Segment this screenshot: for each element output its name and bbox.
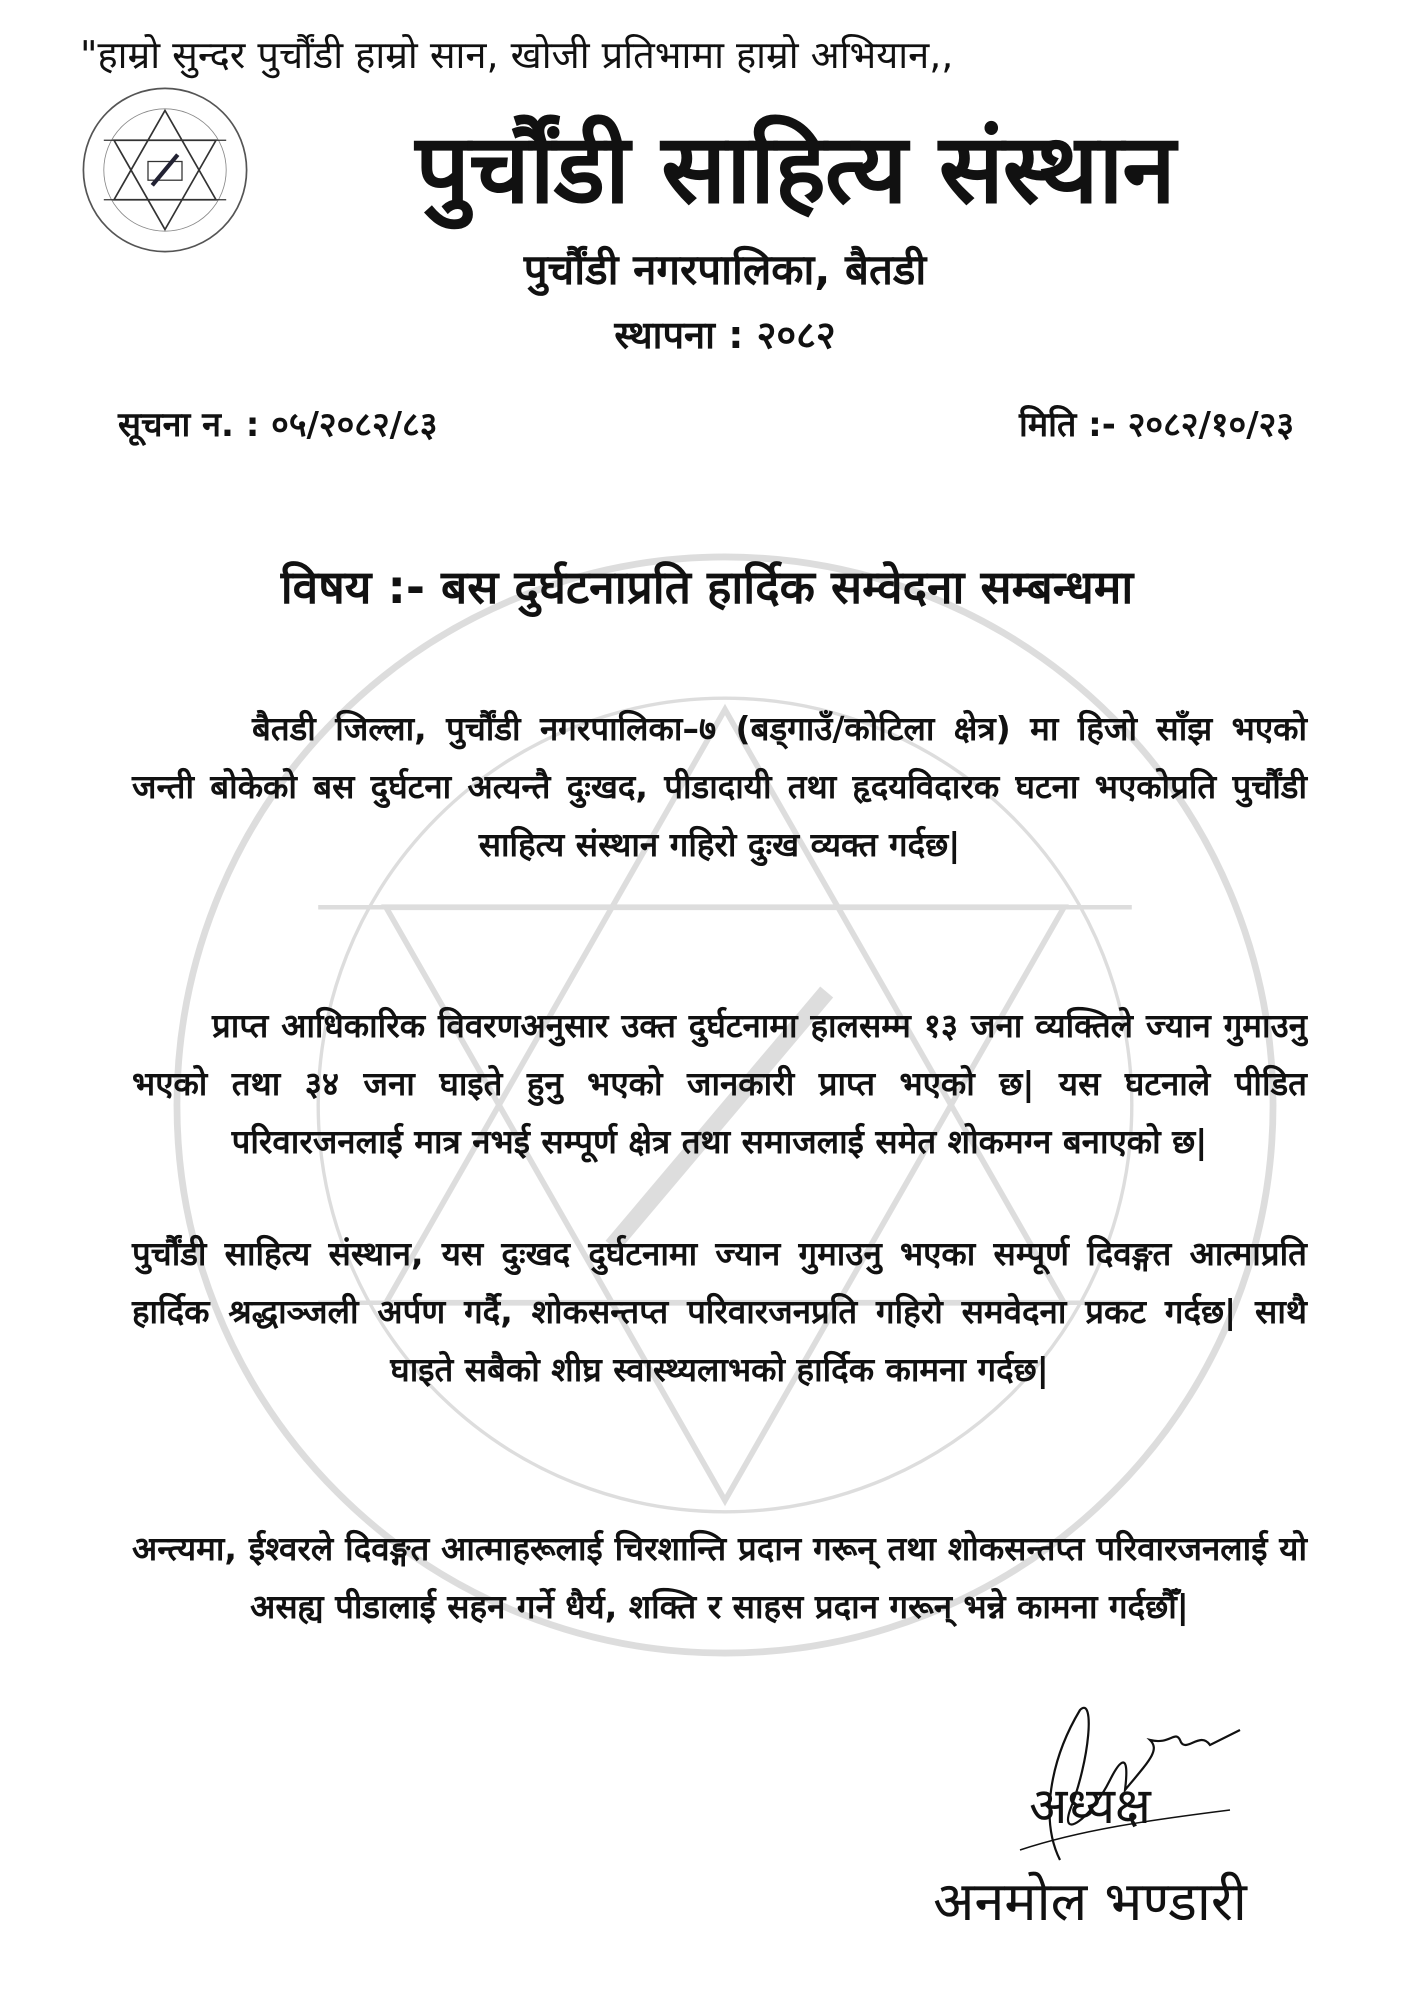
paragraph-1: बैतडी जिल्ला, पुर्चौंडी नगरपालिका–७ (बड्गाउँ/कोटिला क्षेत्र) मा हिजो साँझ भएको जन्ती बोकेको बस दुर्घटना अत्यन्तै दुःखद, पीडादायी तथा हृदयविदारक घटना भएकोप्रति पुर्चौंडी साहित्य संस्थान गहिरो दुःख व्यक्त गर्दछ|: [132, 709, 1307, 864]
subject-line: विषय :- बस दुर्घटनाप्रति हार्दिक सम्वेदना सम्बन्धमा: [280, 560, 1134, 614]
organization-name: पुर्चौंडी साहित्य संस्थान: [415, 113, 1175, 225]
signatory-name: अनमोल भण्डारी: [933, 1870, 1247, 1933]
established-year: स्थापना : २०८२: [614, 313, 836, 357]
paragraph-2: प्राप्त आधिकारिक विवरणअनुसार उक्त दुर्घटनामा हालसम्म १३ जना व्यक्तिले ज्यान गुमाउनु भएको तथा ३४ जना घाइते हुनु भएको जानकारी प्राप्त भएको छ| यस घटनाले पीडित परिवारजनलाई मात्र नभई सम्पूर्ण क्षेत्र तथा समाजलाई समेत शोकमग्न बनाएको छ|: [132, 1006, 1307, 1161]
notice-number: सूचना न. : ०५/२०८२/८३: [118, 405, 438, 445]
paragraph-3: पुर्चौंडी साहित्य संस्थान, यस दुःखद दुर्घटनामा ज्यान गुमाउनु भएका सम्पूर्ण दिवङ्गत आत्माप्रति हार्दिक श्रद्धाञ्जली अर्पण गर्दै, शोकसन्तप्त परिवारजनप्रति गहिरो समवेदना प्रकट गर्दछ| साथै घाइते सबैको शीघ्र स्वास्थ्यलाभको हार्दिक कामना गर्दछ|: [132, 1234, 1307, 1389]
organization-logo: [80, 85, 250, 255]
signatory-role: अध्यक्ष: [1029, 1777, 1151, 1835]
notice-date: मिति :- २०८२/१०/२३: [1019, 405, 1294, 445]
motto: "हाम्रो सुन्दर पुर्चौंडी हाम्रो सान, खोजी प्रतिभामा हाम्रो अभियान,,: [80, 33, 954, 77]
paragraph-4: अन्त्यमा, ईश्वरले दिवङ्गत आत्माहरूलाई चिरशान्ति प्रदान गरून् तथा शोकसन्तप्त परिवारजनलाई यो असह्य पीडालाई सहन गर्ने धैर्य, शक्ति र साहस प्रदान गरून् भन्ने कामना गर्दछौँ|: [132, 1529, 1307, 1626]
organization-location: पुर्चौंडी नगरपालिका, बैतडी: [523, 245, 927, 294]
